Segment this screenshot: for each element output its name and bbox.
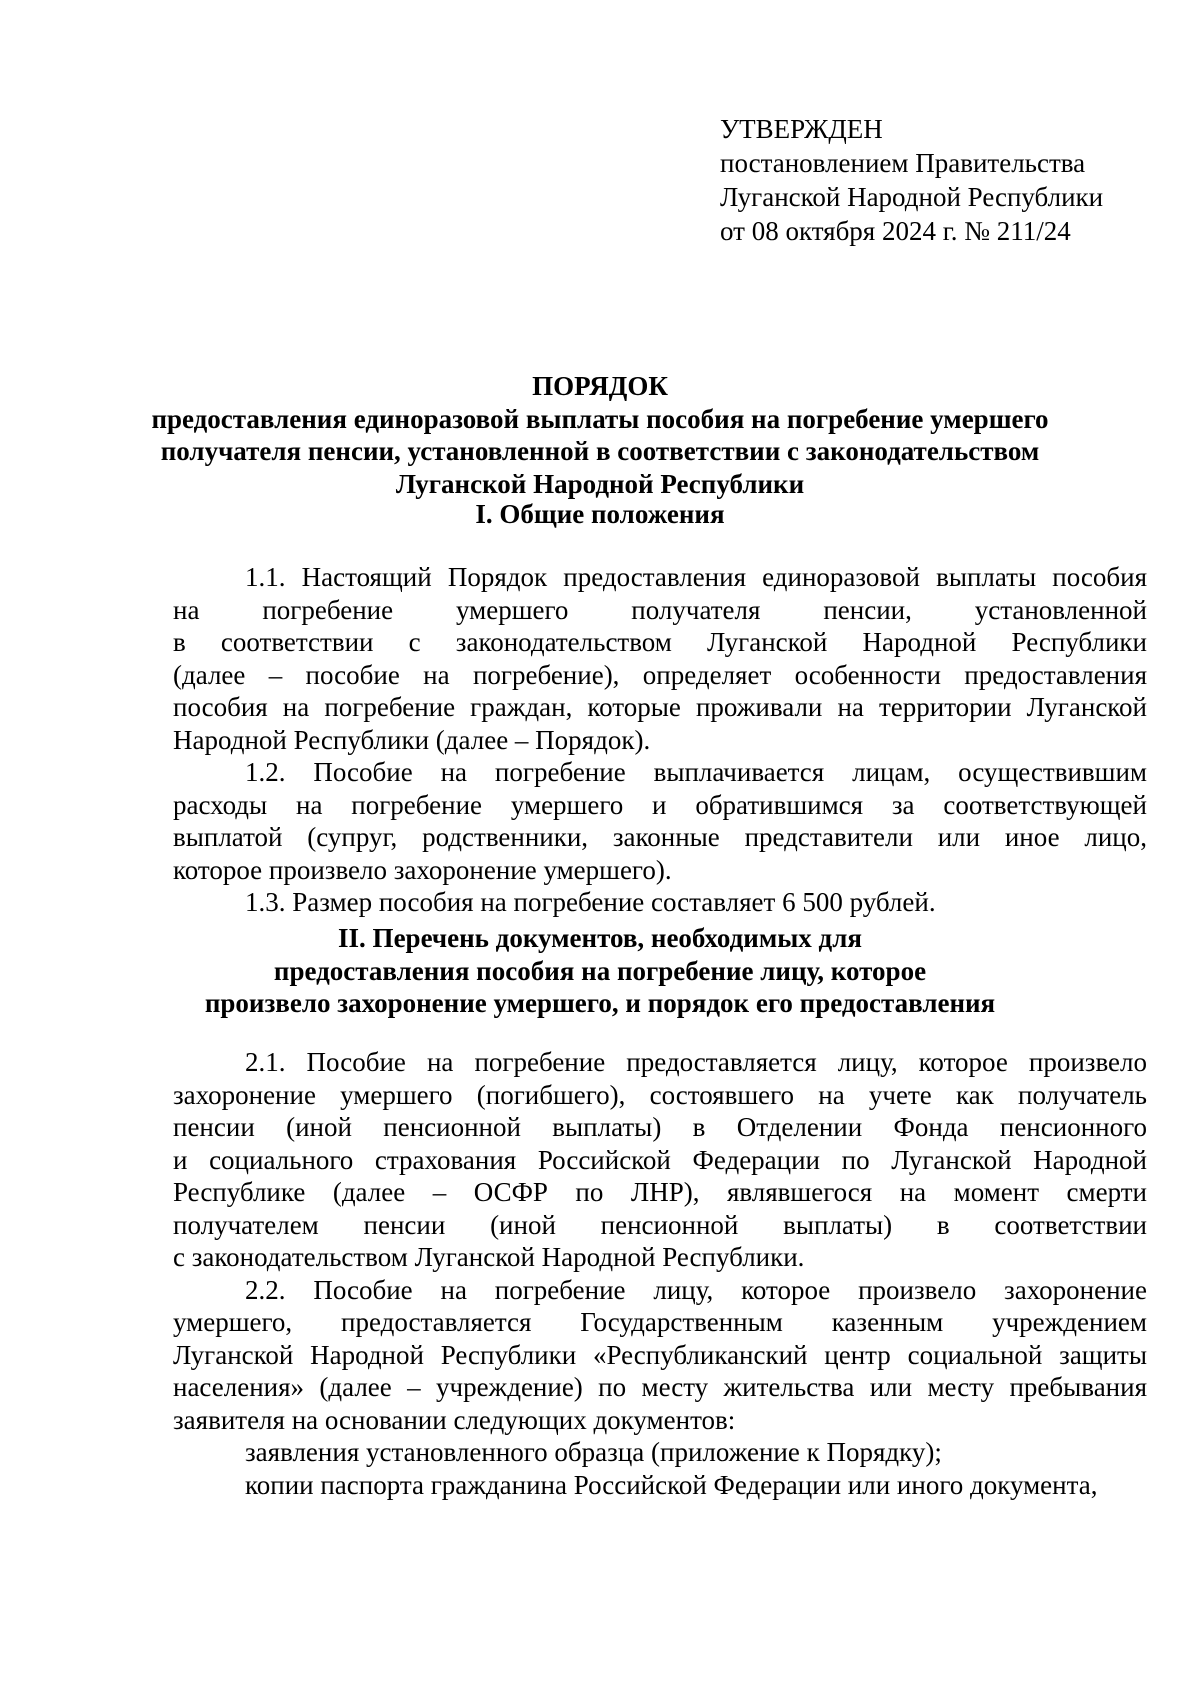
paragraph-line: 1.1. Настоящий Порядок предоставления единоразовой выплаты пособия [245,562,1147,592]
paragraph-line: в соответствии с законодательством Луганской Народной Республики [173,627,1147,657]
paragraph-line: умершего, предоставляется Государственным казенным учреждением [173,1307,1147,1337]
approval-stamp-block [720,112,1103,248]
paragraph-line: получателем пенсии (иной пенсионной выплаты) в соответствии [173,1209,1147,1240]
title-subtitle-line: Луганской Народной Республики [395,468,805,499]
paragraph-line: 2.1. Пособие на погребение предоставляется лицу, которое произвело [245,1047,1147,1077]
paragraph-line: с законодательством Луганской Народной Республики. [173,1242,805,1272]
approval-line: постановлением Правительства [720,148,1086,178]
paragraph-line: населения» (далее – учреждение) по месту жительства или месту пребывания [173,1372,1147,1402]
section-1-body [173,561,1147,919]
section-1-heading [150,498,1050,531]
paragraph-line: 2.2. Пособие на погребение лицу, которое произвело захоронение [245,1274,1147,1305]
paragraph-line: пенсии (иной пенсионной выплаты) в Отделении Фонда пенсионного [173,1112,1147,1142]
paragraph-line: Республике (далее – ОСФР по ЛНР), являвшегося на момент смерти [173,1177,1147,1207]
paragraph-line: расходы на погребение умершего и обратившимся за соответствующей [173,789,1147,820]
paragraph-line: (далее – пособие на погребение), определяет особенности предоставления [173,659,1147,690]
title-main: ПОРЯДОК [532,371,668,401]
section-heading-text: произвело захоронение умершего, и порядок его предоставления [204,988,996,1018]
title-subtitle-line: предоставления единоразовой выплаты пособия на погребение умершего [151,403,1049,434]
paragraph-line: 1.2. Пособие на погребение выплачивается лицам, осуществившим [245,757,1147,787]
paragraph-line: захоронение умершего (погибшего), состоявшего на учете как получатель [173,1079,1147,1110]
approval-line: Луганской Народной Республики [720,182,1104,212]
paragraph-line: Луганской Народной Республики «Республиканский центр социальной защиты [173,1339,1147,1370]
section-heading-text: предоставления пособия на погребение лицу, которое [273,955,927,986]
paragraph-line: и социального страхования Российской Федерации по Луганской Народной [173,1144,1147,1175]
section-2-heading [150,922,1050,1020]
paragraph-line: на погребение умершего получателя пенсии, установленной [173,594,1147,625]
paragraph-line: которое произвело захоронение умершего). [173,854,672,885]
paragraph-line: 1.3. Размер пособия на погребение составляет 6 500 рублей. [245,887,936,917]
section-heading-text: I. Общие положения [475,499,725,529]
list-item-line: копии паспорта гражданина Российской Федерации или иного документа, [245,1469,1098,1500]
approval-heading: УТВЕРЖДЕН [720,114,883,144]
section-2-body [173,1046,1147,1501]
paragraph-line: заявителя на основании следующих документов: [173,1404,736,1435]
list-item-line: заявления установленного образца (приложение к Порядку); [245,1437,942,1467]
document-title [150,370,1050,500]
approval-date: от 08 октября 2024 г. № 211/24 [720,216,1071,246]
paragraph-line: выплатой (супруг, родственники, законные представители или иное лицо, [173,822,1147,852]
paragraph-line: Народной Республики (далее – Порядок). [173,724,651,755]
title-subtitle-line: получателя пенсии, установленной в соответствии с законодательством [160,436,1040,466]
section-heading-text: II. Перечень документов, необходимых для [338,923,862,953]
paragraph-line: пособия на погребение граждан, которые проживали на территории Луганской [173,692,1147,722]
